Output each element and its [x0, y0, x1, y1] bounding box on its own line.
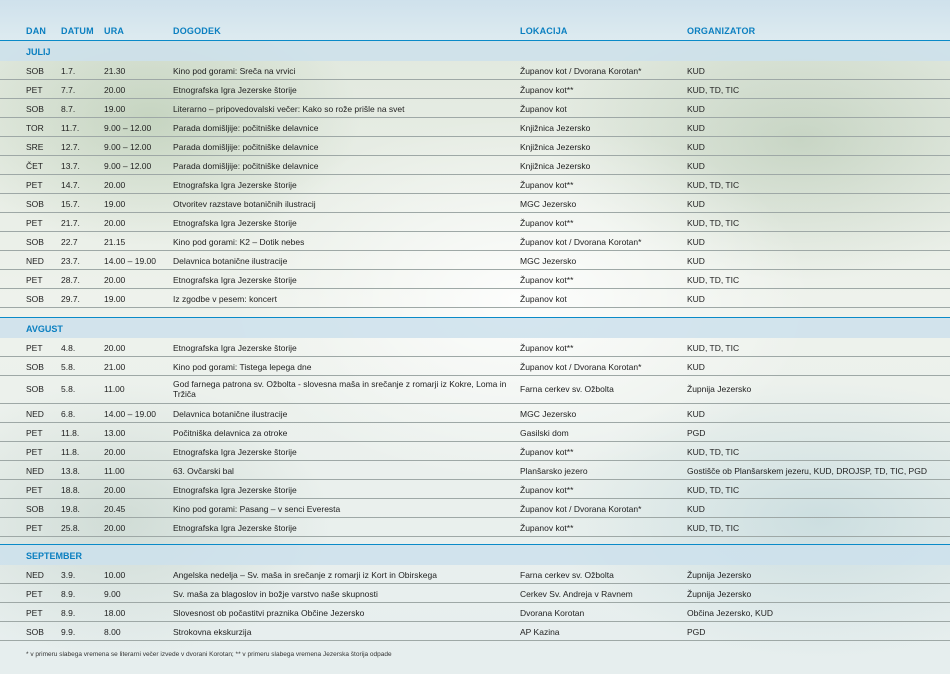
- table-row: [0, 269, 950, 289]
- cell-lokacija: Županov kot / Dvorana Korotan*: [520, 362, 642, 372]
- cell-ura: 9.00 – 12.00: [104, 161, 152, 171]
- cell-dogodek: Angelska nedelja – Sv. maša in srečanje z romarji iz Kort in Obirskega: [173, 570, 437, 580]
- cell-organizator: KUD: [687, 123, 705, 133]
- cell-dogodek: Literarno – pripovedovalski večer: Kako so rože prišle na svet: [173, 104, 405, 114]
- header-dogodek: DOGODEK: [173, 26, 221, 36]
- cell-dan: NED: [26, 256, 44, 266]
- section-title: SEPTEMBER: [26, 551, 83, 561]
- cell-lokacija: Županov kot: [520, 294, 567, 304]
- cell-ura: 20.00: [104, 85, 126, 95]
- table-row: [0, 136, 950, 156]
- cell-lokacija: Županov kot**: [520, 218, 574, 228]
- cell-lokacija: Knjižnica Jezersko: [520, 161, 591, 171]
- header-datum: DATUM: [61, 26, 94, 36]
- cell-datum: 13.7.: [61, 161, 80, 171]
- cell-dan: ČET: [26, 161, 43, 171]
- cell-datum: 8.9.: [61, 608, 76, 618]
- table-row: [0, 60, 950, 80]
- cell-dogodek: Kino pod gorami: K2 – Dotik nebes: [173, 237, 305, 247]
- cell-datum: 4.8.: [61, 343, 76, 353]
- cell-organizator: KUD: [687, 104, 705, 114]
- cell-organizator: Občina Jezersko, KUD: [687, 608, 773, 618]
- cell-ura: 20.00: [104, 485, 126, 495]
- cell-datum: 9.9.: [61, 627, 76, 637]
- cell-ura: 19.00: [104, 104, 126, 114]
- cell-dan: PET: [26, 608, 43, 618]
- cell-dan: PET: [26, 275, 43, 285]
- cell-dogodek: Parada domišljije: počitniške delavnice: [173, 161, 319, 171]
- table-row: [0, 375, 950, 404]
- cell-dan: SOB: [26, 504, 44, 514]
- table-row: [0, 356, 950, 376]
- cell-organizator: KUD, TD, TIC: [687, 343, 740, 353]
- table-row: [0, 98, 950, 118]
- cell-lokacija: Knjižnica Jezersko: [520, 142, 591, 152]
- cell-datum: 11.7.: [61, 123, 80, 133]
- cell-organizator: KUD: [687, 237, 705, 247]
- cell-organizator: KUD: [687, 66, 705, 76]
- cell-organizator: KUD, TD, TIC: [687, 275, 740, 285]
- cell-datum: 8.9.: [61, 589, 76, 599]
- cell-organizator: KUD: [687, 294, 705, 304]
- cell-dogodek: 63. Ovčarski bal: [173, 466, 234, 476]
- cell-dogodek: Otvoritev razstave botaničnih ilustracij: [173, 199, 316, 209]
- cell-ura: 9.00 – 12.00: [104, 142, 152, 152]
- cell-ura: 20.00: [104, 343, 126, 353]
- table-row: [0, 117, 950, 137]
- cell-ura: 20.45: [104, 504, 126, 514]
- cell-lokacija: Županov kot**: [520, 523, 574, 533]
- cell-dogodek: Etnografska Igra Jezerske štorije: [173, 447, 297, 457]
- cell-lokacija: Županov kot**: [520, 180, 574, 190]
- cell-lokacija: Županov kot / Dvorana Korotan*: [520, 237, 642, 247]
- cell-dogodek: Etnografska Igra Jezerske štorije: [173, 275, 297, 285]
- cell-organizator: KUD, TD, TIC: [687, 485, 740, 495]
- cell-lokacija: MGC Jezersko: [520, 409, 577, 419]
- table-row: [0, 193, 950, 213]
- cell-ura: 14.00 – 19.00: [104, 409, 156, 419]
- cell-ura: 20.00: [104, 180, 126, 190]
- cell-lokacija: Županov kot**: [520, 85, 574, 95]
- cell-ura: 21.00: [104, 362, 126, 372]
- cell-dogodek: Etnografska Igra Jezerske štorije: [173, 523, 297, 533]
- cell-dan: SOB: [26, 66, 44, 76]
- cell-lokacija: MGC Jezersko: [520, 256, 577, 266]
- cell-dan: PET: [26, 428, 43, 438]
- table-row: [0, 602, 950, 622]
- cell-dogodek: Počitniška delavnica za otroke: [173, 428, 288, 438]
- table-row: [0, 517, 950, 537]
- footnote: * v primeru slabega vremena se literarni večer izvede v dvorani Korotan; ** v primeru slabega vremena Jezerska štorija odpade: [26, 651, 392, 658]
- cell-lokacija: Županov kot**: [520, 343, 574, 353]
- cell-ura: 18.00: [104, 608, 126, 618]
- cell-ura: 20.00: [104, 275, 126, 285]
- cell-datum: 14.7.: [61, 180, 80, 190]
- cell-lokacija: Županov kot / Dvorana Korotan*: [520, 504, 642, 514]
- cell-dan: PET: [26, 447, 43, 457]
- cell-datum: 11.8.: [61, 428, 80, 438]
- cell-dan: SOB: [26, 294, 44, 304]
- cell-organizator: KUD: [687, 161, 705, 171]
- cell-organizator: PGD: [687, 627, 706, 637]
- cell-ura: 19.00: [104, 294, 126, 304]
- cell-organizator: KUD: [687, 142, 705, 152]
- cell-dogodek: Kino pod gorami: Pasang – v senci Everesta: [173, 504, 341, 514]
- cell-organizator: KUD, TD, TIC: [687, 523, 740, 533]
- table-row: [0, 621, 950, 641]
- cell-dogodek: Kino pod gorami: Tistega lepega dne: [173, 362, 312, 372]
- section-title: AVGUST: [26, 324, 63, 334]
- cell-organizator: KUD, TD, TIC: [687, 180, 740, 190]
- cell-dan: PET: [26, 523, 43, 533]
- table-row: [0, 155, 950, 175]
- cell-ura: 11.00: [104, 384, 125, 394]
- cell-dogodek: Delavnica botanične ilustracije: [173, 409, 288, 419]
- cell-datum: 12.7.: [61, 142, 80, 152]
- table-row: [0, 460, 950, 480]
- cell-ura: 14.00 – 19.00: [104, 256, 156, 266]
- cell-organizator: Župnija Jezersko: [687, 570, 752, 580]
- cell-dan: SOB: [26, 199, 44, 209]
- cell-organizator: Župnija Jezersko: [687, 589, 752, 599]
- table-row: [0, 250, 950, 270]
- table-row: [0, 212, 950, 232]
- cell-lokacija: AP Kazina: [520, 627, 560, 637]
- cell-datum: 21.7.: [61, 218, 80, 228]
- table-row: [0, 337, 950, 357]
- table-row: [0, 479, 950, 499]
- cell-ura: 9.00: [104, 589, 121, 599]
- cell-ura: 20.00: [104, 218, 126, 228]
- table-row: [0, 498, 950, 518]
- cell-datum: 3.9.: [61, 570, 76, 580]
- cell-dan: SOB: [26, 237, 44, 247]
- section-title: JULIJ: [26, 47, 51, 57]
- cell-lokacija: Knjižnica Jezersko: [520, 123, 591, 133]
- cell-dan: SRE: [26, 142, 44, 152]
- cell-dogodek: Etnografska Igra Jezerske štorije: [173, 343, 297, 353]
- cell-dan: SOB: [26, 627, 44, 637]
- cell-lokacija: Županov kot**: [520, 447, 574, 457]
- cell-dogodek: Strokovna ekskurzija: [173, 627, 252, 637]
- cell-datum: 5.8.: [61, 384, 76, 394]
- cell-dan: PET: [26, 343, 43, 353]
- header-lokacija: LOKACIJA: [520, 26, 568, 36]
- cell-organizator: PGD: [687, 428, 706, 438]
- table-row: [0, 174, 950, 194]
- table-row: [0, 422, 950, 442]
- cell-lokacija: Županov kot**: [520, 485, 574, 495]
- cell-dogodek: Etnografska Igra Jezerske štorije: [173, 85, 297, 95]
- cell-datum: 15.7.: [61, 199, 80, 209]
- cell-lokacija: Planšarsko jezero: [520, 466, 588, 476]
- header-organizator: ORGANIZATOR: [687, 26, 756, 36]
- cell-ura: 10.00: [104, 570, 126, 580]
- cell-lokacija: Farna cerkev sv. Ožbolta: [520, 384, 614, 394]
- cell-ura: 9.00 – 12.00: [104, 123, 152, 133]
- cell-datum: 22.7: [61, 237, 78, 247]
- table-row: [0, 79, 950, 99]
- cell-organizator: KUD, TD, TIC: [687, 85, 740, 95]
- cell-organizator: KUD: [687, 409, 705, 419]
- cell-datum: 13.8.: [61, 466, 80, 476]
- cell-organizator: KUD: [687, 362, 705, 372]
- cell-ura: 21.15: [104, 237, 126, 247]
- cell-ura: 21.30: [104, 66, 126, 76]
- cell-datum: 29.7.: [61, 294, 80, 304]
- cell-dan: NED: [26, 570, 44, 580]
- cell-lokacija: MGC Jezersko: [520, 199, 577, 209]
- cell-datum: 25.8.: [61, 523, 80, 533]
- header-dan: DAN: [26, 26, 47, 36]
- cell-lokacija: Gasilski dom: [520, 428, 569, 438]
- cell-dan: PET: [26, 589, 43, 599]
- section-header: [0, 317, 950, 338]
- cell-dogodek: God farnega patrona sv. Ožbolta - slovesna maša in srečanje z romarji iz Kokre, Loma in Tržiča: [173, 379, 507, 399]
- cell-organizator: Župnija Jezersko: [687, 384, 752, 394]
- cell-dan: PET: [26, 180, 43, 190]
- cell-ura: 13.00: [104, 428, 126, 438]
- cell-dogodek: Kino pod gorami: Sreča na vrvici: [173, 66, 296, 76]
- cell-datum: 23.7.: [61, 256, 80, 266]
- cell-dogodek: Etnografska Igra Jezerske štorije: [173, 218, 297, 228]
- cell-datum: 11.8.: [61, 447, 80, 457]
- cell-ura: 19.00: [104, 199, 126, 209]
- cell-datum: 6.8.: [61, 409, 76, 419]
- table-row: [0, 403, 950, 423]
- cell-organizator: KUD: [687, 504, 705, 514]
- cell-datum: 7.7.: [61, 85, 76, 95]
- cell-organizator: KUD: [687, 199, 705, 209]
- cell-dogodek: Iz zgodbe v pesem: koncert: [173, 294, 277, 304]
- cell-dan: TOR: [26, 123, 44, 133]
- cell-datum: 8.7.: [61, 104, 76, 114]
- cell-dan: SOB: [26, 362, 44, 372]
- cell-datum: 28.7.: [61, 275, 80, 285]
- cell-ura: 8.00: [104, 627, 121, 637]
- table-header: [0, 0, 950, 41]
- table-row: [0, 231, 950, 251]
- cell-dogodek: Parada domišljije: počitniške delavnice: [173, 123, 319, 133]
- cell-lokacija: Cerkev Sv. Andreja v Ravnem: [520, 589, 633, 599]
- cell-dogodek: Parada domišljije: počitniške delavnice: [173, 142, 319, 152]
- cell-lokacija: Županov kot / Dvorana Korotan*: [520, 66, 642, 76]
- cell-datum: 19.8.: [61, 504, 80, 514]
- cell-organizator: Gostišče ob Planšarskem jezeru, KUD, DROJSP, TD, TIC, PGD: [687, 466, 927, 476]
- table-row: [0, 288, 950, 308]
- cell-ura: 20.00: [104, 523, 126, 533]
- cell-lokacija: Farna cerkev sv. Ožbolta: [520, 570, 614, 580]
- cell-lokacija: Dvorana Korotan: [520, 608, 585, 618]
- cell-datum: 18.8.: [61, 485, 80, 495]
- cell-dan: PET: [26, 218, 43, 228]
- table-row: [0, 441, 950, 461]
- cell-dogodek: Etnografska Igra Jezerske štorije: [173, 485, 297, 495]
- cell-lokacija: Županov kot**: [520, 275, 574, 285]
- cell-dan: SOB: [26, 384, 44, 394]
- section-header: [0, 40, 950, 61]
- cell-datum: 1.7.: [61, 66, 76, 76]
- cell-datum: 5.8.: [61, 362, 76, 372]
- cell-dan: NED: [26, 409, 44, 419]
- cell-ura: 20.00: [104, 447, 126, 457]
- cell-dogodek: Delavnica botanične ilustracije: [173, 256, 288, 266]
- table-row: [0, 564, 950, 584]
- cell-ura: 11.00: [104, 466, 125, 476]
- header-ura: URA: [104, 26, 125, 36]
- cell-dogodek: Etnografska Igra Jezerske štorije: [173, 180, 297, 190]
- cell-dan: SOB: [26, 104, 44, 114]
- cell-organizator: KUD, TD, TIC: [687, 447, 740, 457]
- cell-dan: NED: [26, 466, 44, 476]
- cell-dogodek: Slovesnost ob počastitvi praznika Občine Jezersko: [173, 608, 365, 618]
- section-header: [0, 544, 950, 565]
- cell-lokacija: Županov kot: [520, 104, 567, 114]
- table-row: [0, 583, 950, 603]
- cell-dan: PET: [26, 85, 43, 95]
- cell-dan: PET: [26, 485, 43, 495]
- cell-organizator: KUD, TD, TIC: [687, 218, 740, 228]
- cell-dogodek: Sv. maša za blagoslov in božje varstvo naše skupnosti: [173, 589, 378, 599]
- cell-organizator: KUD: [687, 256, 705, 266]
